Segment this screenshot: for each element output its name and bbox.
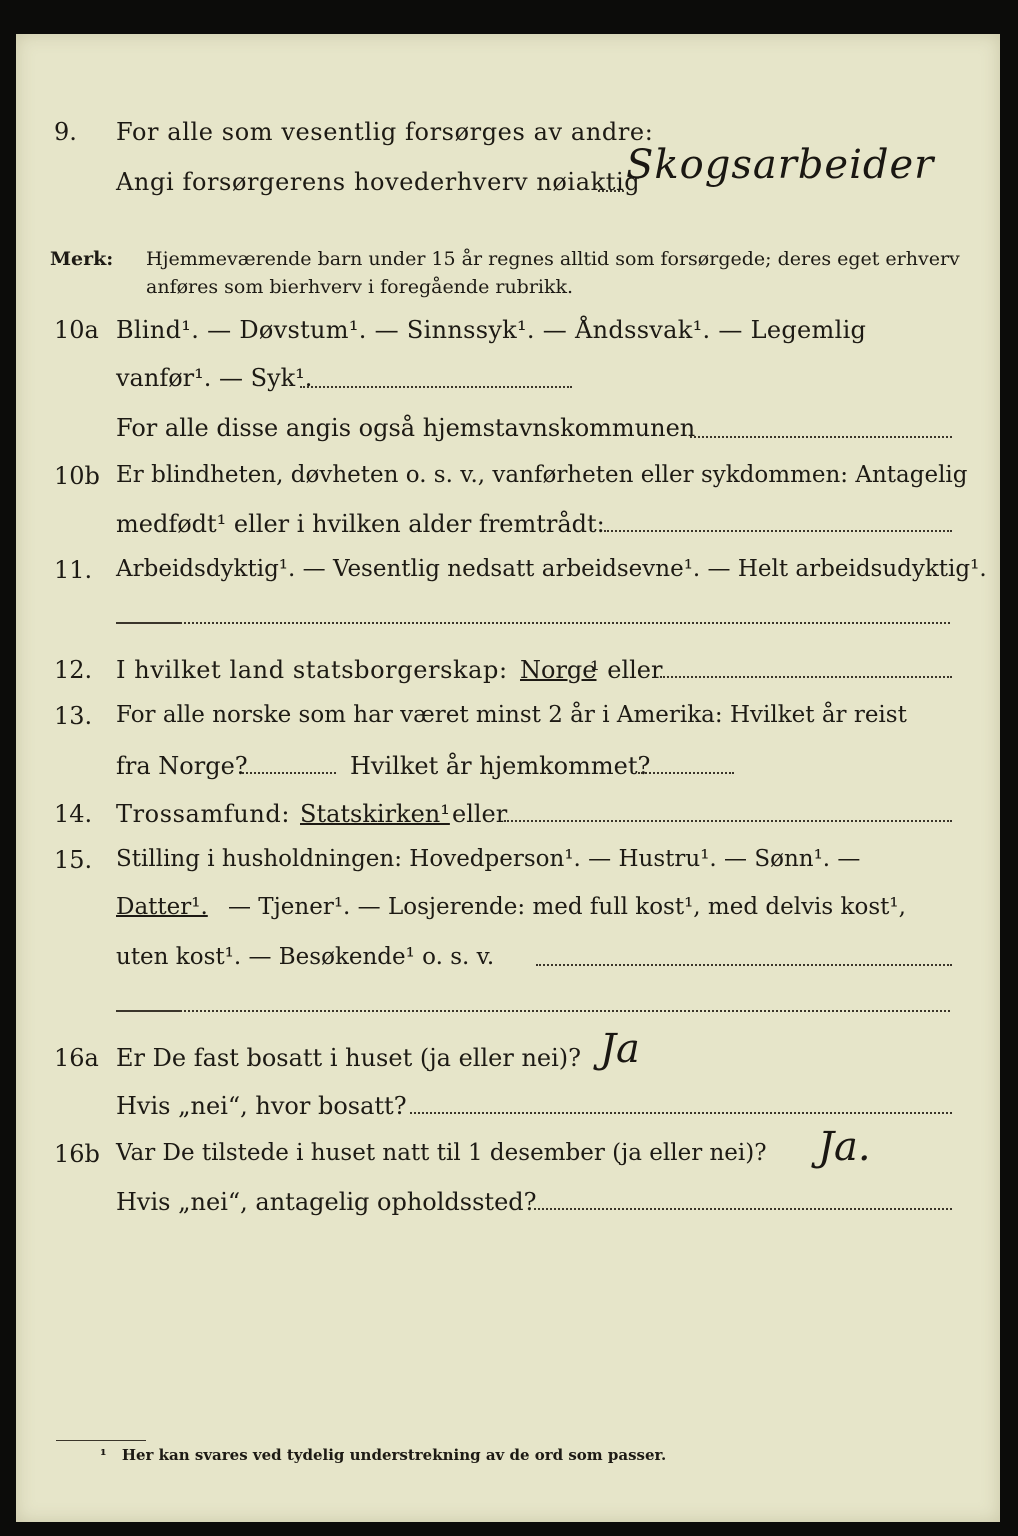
question-16a-fill-line: [410, 1112, 952, 1114]
question-10b-line2: medfødt¹ eller i hvilken alder fremtrådt:: [116, 510, 605, 538]
question-10a-line3: For alle disse angis også hjemstavnskommunen: [116, 414, 696, 442]
question-10a-fill-line-2: [690, 436, 952, 438]
question-11-line1: Arbeidsdyktig¹. — Vesentlig nedsatt arbeidsevne¹. — Helt arbeidsudyktig¹.: [116, 556, 987, 582]
question-10b-number: 10b: [54, 462, 100, 490]
question-16b-fill-line: [534, 1208, 952, 1210]
question-9-fill-line: [598, 190, 624, 192]
question-9-number: 9.: [54, 118, 77, 146]
question-13-fill-line-1: [242, 772, 336, 774]
question-15-fill-line-1: [536, 964, 952, 966]
question-10b-fill-line: [604, 530, 952, 532]
question-15-line2: — Tjener¹. — Losjerende: med full kost¹, med delvis kost¹,: [228, 894, 906, 920]
question-10a-line2: vanfør¹. — Syk¹.: [116, 364, 313, 392]
question-9-line2: Angi forsørgerens hovederhverv nøiaktig: [116, 168, 641, 196]
question-16b-handwritten-answer: Ja.: [818, 1124, 871, 1170]
question-15-rule-start: [116, 1010, 180, 1012]
footnote-text: Her kan svares ved tydelig understrekning av de ord som passer.: [121, 1446, 667, 1464]
question-15-fill-line-2: [180, 1010, 950, 1012]
question-13-line2b: Hvilket år hjemkommet?: [350, 752, 651, 780]
question-14-statskirken-underlined: Statskirken¹: [300, 800, 450, 828]
question-9-line1: For alle som vesentlig forsørges av andre:: [116, 118, 654, 146]
question-14-number: 14.: [54, 800, 93, 828]
question-10a-number: 10a: [54, 316, 99, 344]
question-14-eller: eller: [452, 800, 508, 828]
question-10a-fill-line-1: [300, 386, 572, 388]
question-16a-line2: Hvis „nei“, hvor bosatt?: [116, 1092, 407, 1120]
question-9-handwritten-answer: Skogsarbeider: [626, 142, 935, 188]
question-13-number: 13.: [54, 702, 93, 730]
footnote-rule: [56, 1440, 146, 1441]
note-label: Merk:: [50, 248, 114, 270]
question-13-fill-line-2: [638, 772, 734, 774]
question-13-line2a: fra Norge?: [116, 752, 248, 780]
question-14-text: Trossamfund:: [116, 800, 291, 828]
question-16b-line2: Hvis „nei“, antagelig opholdssted?: [116, 1188, 537, 1216]
question-15-line3: uten kost¹. — Besøkende¹ o. s. v.: [116, 944, 495, 970]
note-line1: Hjemmeværende barn under 15 år regnes alltid som forsørgede; deres eget erhverv: [146, 248, 960, 270]
question-12-text: I hvilket land statsborgerskap:: [116, 656, 508, 684]
question-16a-line1: Er De fast bosatt i huset (ja eller nei)?: [116, 1044, 582, 1072]
question-11-fill-line: [180, 622, 950, 624]
question-11-rule-start: [116, 622, 180, 624]
question-16b-number: 16b: [54, 1140, 100, 1168]
question-12-eller: ¹ eller: [590, 656, 663, 684]
question-15-number: 15.: [54, 846, 93, 874]
question-11-number: 11.: [54, 556, 93, 584]
question-16a-number: 16a: [54, 1044, 99, 1072]
question-16b-line1: Var De tilstede i huset natt til 1 desember (ja eller nei)?: [116, 1140, 767, 1166]
question-12-norge-underlined: Norge: [520, 656, 597, 684]
question-16a-handwritten-answer: Ja: [600, 1026, 640, 1072]
footnote-mark: ¹: [100, 1446, 107, 1464]
footnote: [100, 1446, 666, 1464]
note-line2: anføres som bierhverv i foregående rubrikk.: [146, 276, 574, 298]
question-10b-line1: Er blindheten, døvheten o. s. v., vanførheten eller sykdommen: Antagelig: [116, 462, 968, 488]
question-15-datter-underlined: Datter¹.: [116, 894, 208, 920]
question-12-number: 12.: [54, 656, 93, 684]
question-12-fill-line: [660, 676, 952, 678]
question-10a-line1: Blind¹. — Døvstum¹. — Sinnssyk¹. — Åndssvak¹. — Legemlig: [116, 316, 867, 344]
question-14-fill-line: [504, 820, 952, 822]
question-15-line1: Stilling i husholdningen: Hovedperson¹. — Hustru¹. — Sønn¹. —: [116, 846, 861, 872]
question-13-line1: For alle norske som har været minst 2 år i Amerika: Hvilket år reist: [116, 702, 907, 728]
